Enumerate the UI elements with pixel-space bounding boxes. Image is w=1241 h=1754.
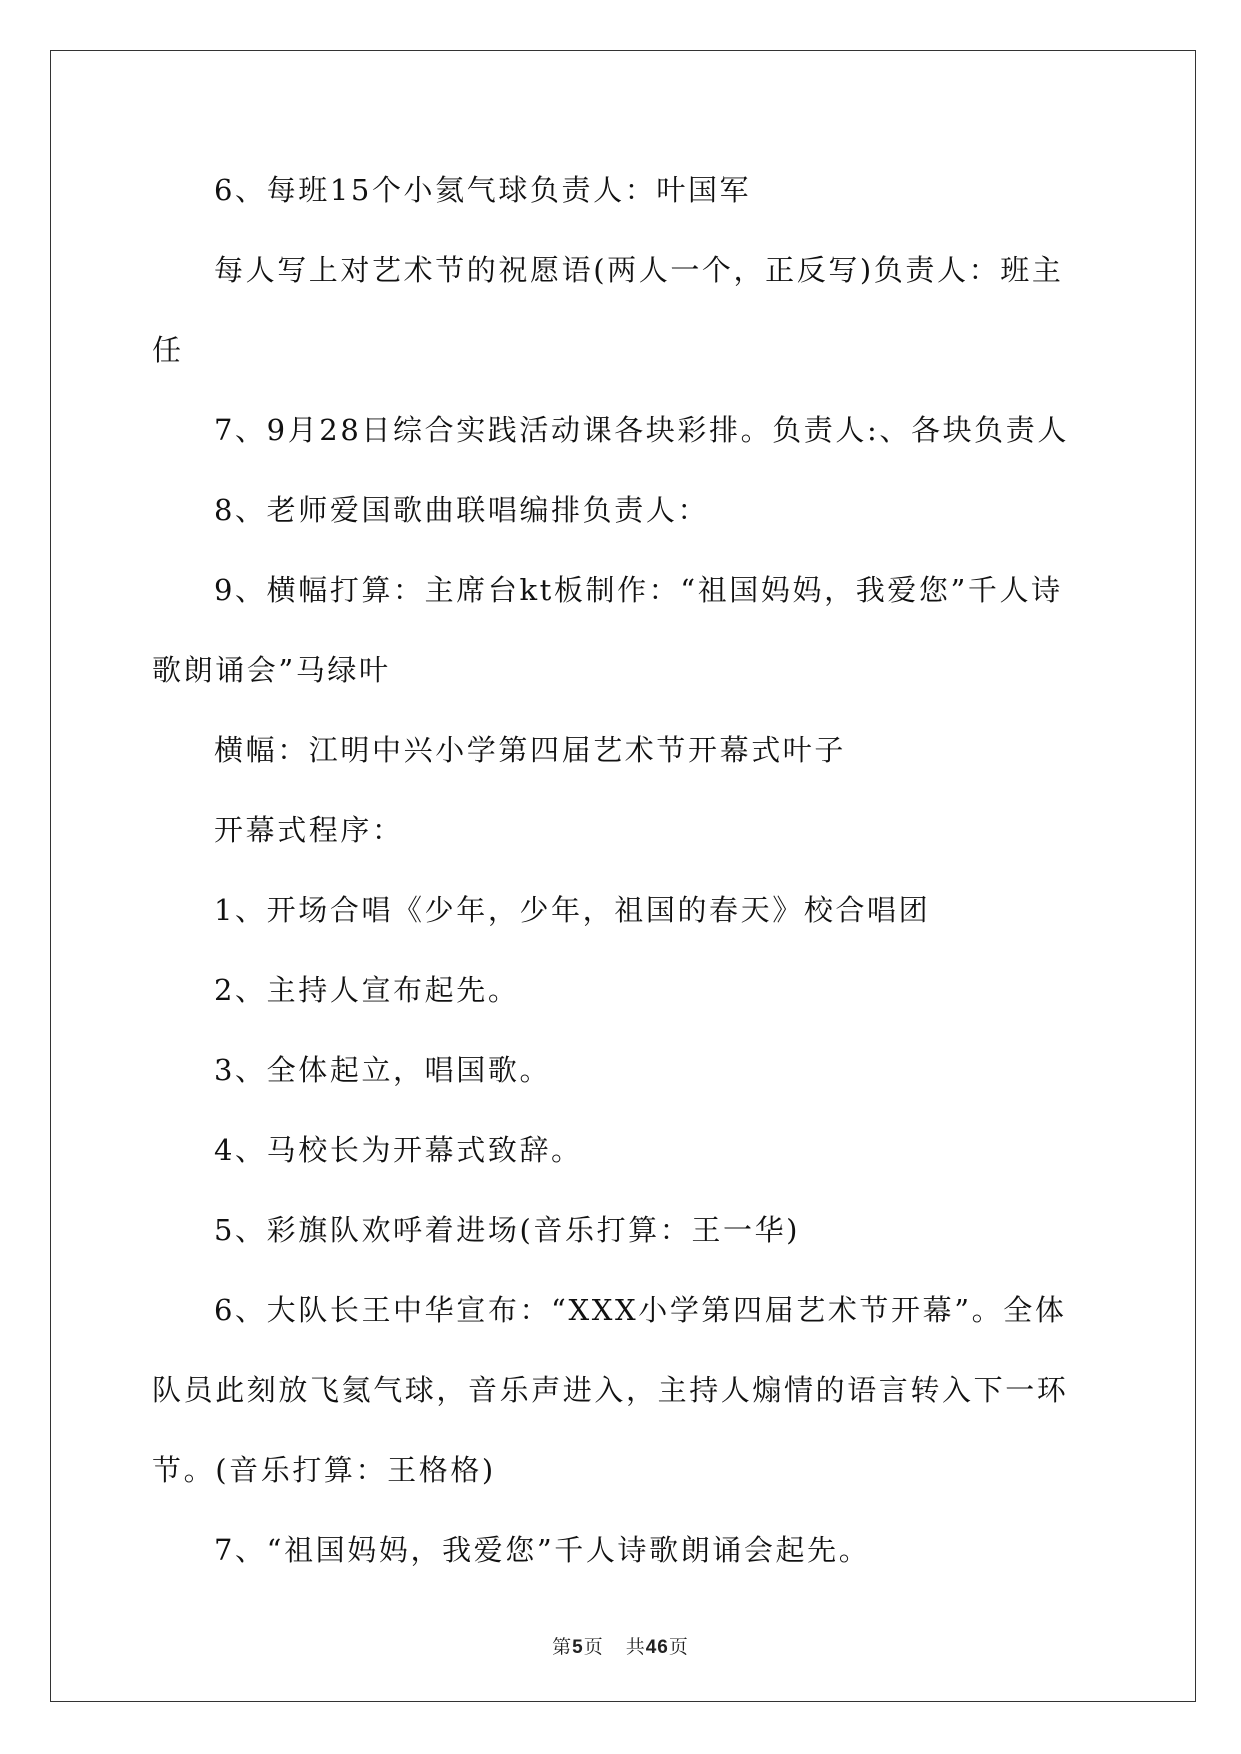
paragraph: 开幕式程序： [214,813,404,847]
paragraph: 6、每班15个小氦气球负责人：叶国军 [214,173,752,207]
page-number: 5 [572,1637,584,1658]
page-prefix: 第 [552,1636,573,1658]
paragraph: 4、马校长为开幕式致辞。 [214,1133,583,1167]
paragraph: 2、主持人宣布起先。 [214,973,520,1007]
paragraph: 横幅：江明中兴小学第四届艺术节开幕式叶子 [214,733,847,767]
paragraph: 7、“祖国妈妈，我爱您”千人诗歌朗诵会起先。 [214,1533,871,1567]
total-prefix: 共 [625,1636,646,1658]
paragraph: 1、开场合唱《少年，少年，祖国的春天》校合唱团 [214,893,931,927]
document-body [152,150,1092,1590]
paragraph: 5、彩旗队欢呼着进场(音乐打算：王一华) [214,1213,801,1247]
total-pages: 46 [645,1637,669,1658]
paragraph: 8、老师爱国歌曲联唱编排负责人： [214,493,710,527]
paragraph: 7、9月28日综合实践活动课各块彩排。负责人:、各块负责人 [214,413,1069,447]
page-suffix: 页 [583,1636,604,1658]
paragraph: 每人写上对艺术节的祝愿语(两人一个，正反写)负责人：班主任 [152,253,1064,367]
page-footer [0,1632,1241,1659]
paragraph: 9、横幅打算：主席台kt板制作：“祖国妈妈，我爱您”千人诗歌朗诵会”马绿叶 [152,573,1063,687]
paragraph: 6、大队长王中华宣布：“XXX小学第四届艺术节开幕”。全体队员此刻放飞氦气球，音乐声进入，主持人煽情的语言转入下一环节。(音乐打算：王格格) [152,1293,1069,1487]
total-suffix: 页 [668,1636,689,1658]
paragraph: 3、全体起立，唱国歌。 [214,1053,552,1087]
